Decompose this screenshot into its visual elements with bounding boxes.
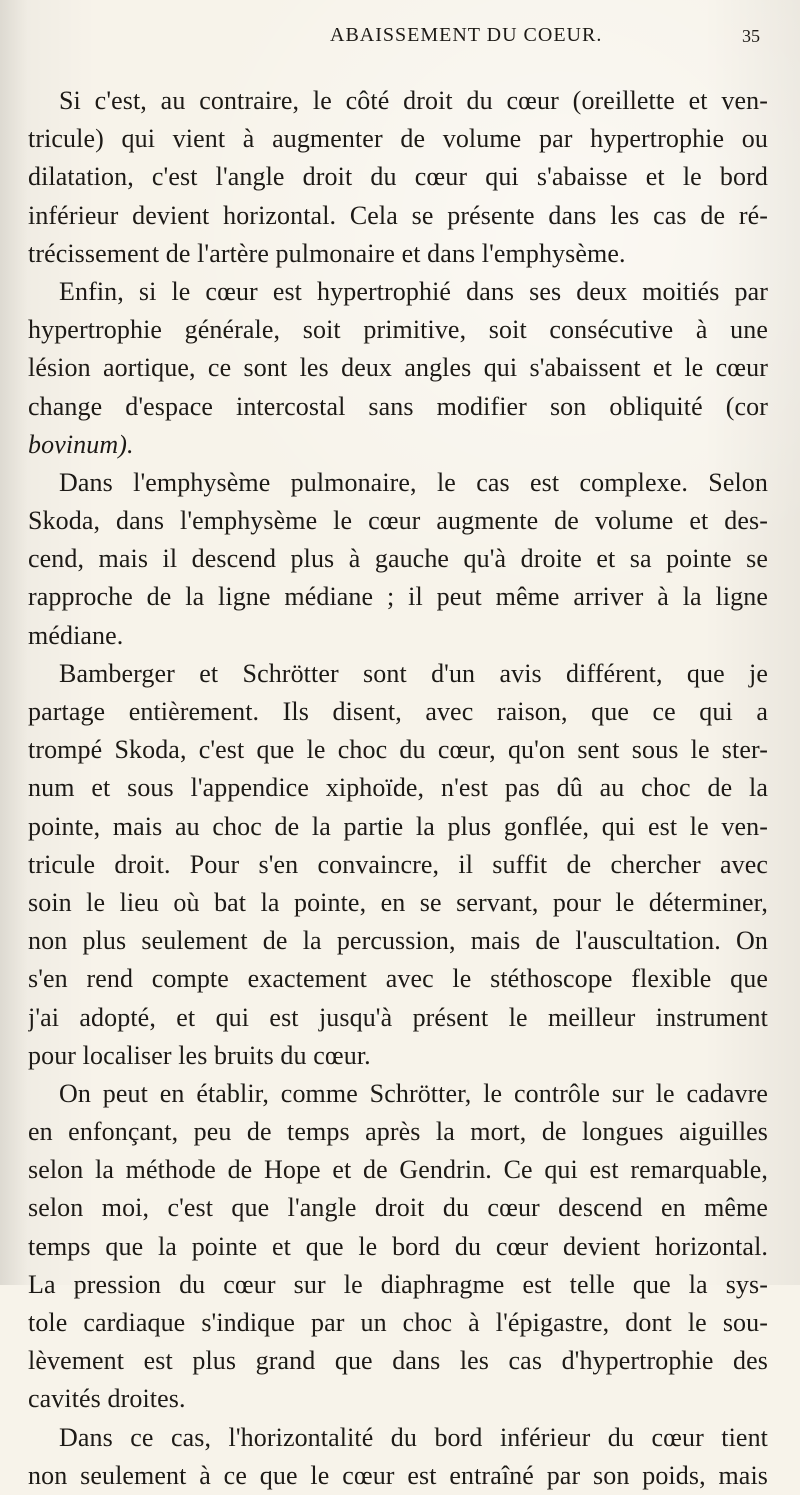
text-line: j'ai adopté, et qui est jusqu'à présent le meilleur instrument xyxy=(28,1002,768,1032)
text-line: dilatation, c'est l'angle droit du cœur qui s'abaisse et le bord xyxy=(28,162,768,192)
text-line: Si c'est, au contraire, le côté droit du cœur (oreillette et ven- xyxy=(59,86,768,115)
page-header xyxy=(0,18,800,58)
text-line: selon la méthode de Hope et de Gendrin. Ce qui est remarquable, xyxy=(28,1155,768,1185)
text-line: cend, mais il descend plus à gauche qu'à droite et sa pointe se xyxy=(28,544,768,574)
text-line: cavités droites. xyxy=(28,1384,186,1414)
text-line: Enfin, si le cœur est hypertrophié dans ses deux moitiés par xyxy=(59,276,768,306)
running-title: ABAISSEMENT DU COEUR. xyxy=(330,24,603,46)
page-number: 35 xyxy=(742,26,760,46)
text-line: partage entièrement. Ils disent, avec raison, que ce qui a xyxy=(28,697,768,726)
page-gutter-shadow xyxy=(0,0,28,1285)
text-line: La pression du cœur sur le diaphragme est telle que la sys- xyxy=(28,1269,768,1299)
text-line: médiane. xyxy=(28,620,124,650)
text-line: Dans l'emphysème pulmonaire, le cas est complexe. Selon xyxy=(59,467,768,497)
text-line: Dans ce cas, l'horizontalité du bord inférieur du cœur tient xyxy=(59,1422,768,1452)
text-line: s'en rend compte exactement avec le stéthoscope flexible que xyxy=(28,964,768,994)
text-line: bovinum). xyxy=(28,429,134,459)
text-line: Skoda, dans l'emphysème le cœur augmente de volume et des- xyxy=(28,506,768,536)
text-line: pour localiser les bruits du cœur. xyxy=(28,1040,371,1070)
text-line: trompé Skoda, c'est que le choc du cœur, qu'on sent sous le ster- xyxy=(28,735,768,765)
text-line: temps que la pointe et que le bord du cœur devient horizontal. xyxy=(28,1231,768,1261)
text-line: change d'espace intercostal sans modifier son obliquité (cor xyxy=(28,391,768,421)
text-line: pointe, mais au choc de la partie la plus gonflée, qui est le ven- xyxy=(28,811,768,841)
text-line: trécissement de l'artère pulmonaire et dans l'emphysème. xyxy=(28,238,626,268)
text-line: On peut en établir, comme Schrötter, le contrôle sur le cadavre xyxy=(59,1078,768,1108)
text-line: en enfonçant, peu de temps après la mort, de longues aiguilles xyxy=(28,1117,768,1147)
text-line: soin le lieu où bat la pointe, en se servant, pour le déterminer, xyxy=(28,887,768,917)
text-line: inférieur devient horizontal. Cela se présente dans les cas de ré- xyxy=(28,200,768,230)
text-line: tricule droit. Pour s'en convaincre, il suffit de chercher avec xyxy=(28,849,768,879)
text-line: non plus seulement de la percussion, mais de l'auscultation. On xyxy=(28,926,768,956)
main-text xyxy=(28,82,768,1495)
text-line: lésion aortique, ce sont les deux angles qui s'abaissent et le cœur xyxy=(28,353,768,383)
text-line: rapproche de la ligne médiane ; il peut même arriver à la ligne xyxy=(28,582,768,612)
text-line: Bamberger et Schrötter sont d'un avis différent, que je xyxy=(59,658,768,688)
text-line: tricule) qui vient à augmenter de volume par hypertrophie ou xyxy=(28,124,768,154)
text-line: selon moi, c'est que l'angle droit du cœur descend en même xyxy=(28,1193,768,1223)
text-line: lèvement est plus grand que dans les cas d'hypertrophie des xyxy=(28,1346,768,1376)
text-line: hypertrophie générale, soit primitive, soit consécutive à une xyxy=(28,315,768,345)
text-line: non seulement à ce que le cœur est entraîné par son poids, mais xyxy=(28,1460,768,1490)
text-line: tole cardiaque s'indique par un choc à l'épigastre, dont le sou- xyxy=(28,1308,768,1337)
text-line: num et sous l'appendice xiphoïde, n'est pas dû au choc de la xyxy=(28,773,768,803)
